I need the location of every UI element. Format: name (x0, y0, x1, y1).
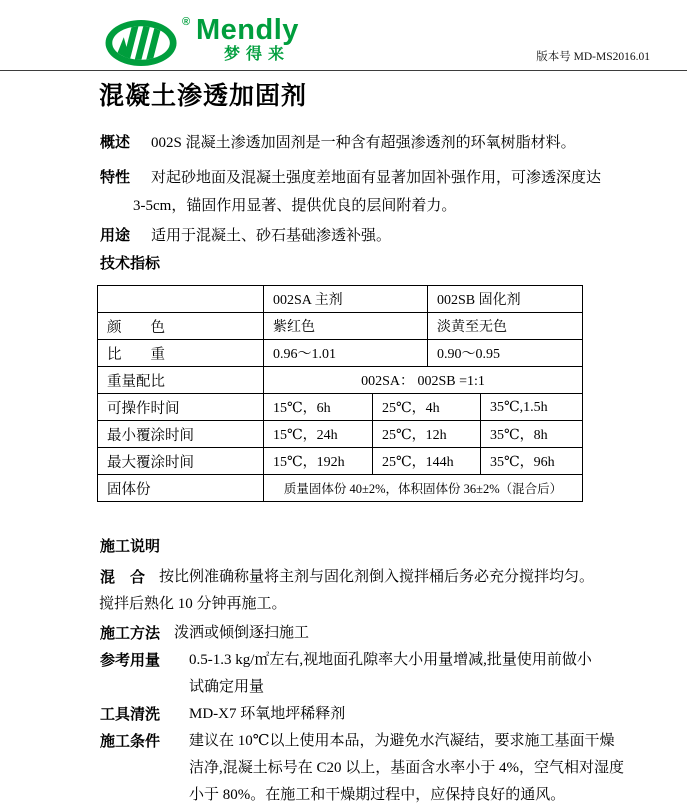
gravity-value-a: 0.96～1.01 (264, 340, 428, 367)
dosage-text-line2: 试确定用量 (189, 679, 265, 695)
usage-paragraph (99, 222, 687, 250)
max-recoat-15c: 15℃，192h (264, 448, 373, 475)
conditions-text-line3: 小于 80%。在施工和干燥期过程中，应保持良好的通风。 (189, 787, 566, 803)
usage-label: 用途 (100, 227, 131, 244)
tech-indicators-heading: 技术指标 (100, 255, 161, 272)
spec-table-corner-cell (98, 286, 264, 313)
pot-life-35c: 35℃,1.5h (481, 394, 583, 421)
row-label-pot-life: 可操作时间 (98, 394, 264, 421)
spec-table-header-row (98, 286, 583, 313)
row-label-solids: 固体份 (98, 475, 264, 502)
spec-table-row-color (98, 313, 583, 340)
mixing-text-line1: 按比例准确称量将主剂与固化剂倒入搅拌桶后务必充分搅拌均匀。 (159, 569, 595, 585)
dosage-paragraph (99, 647, 687, 674)
features-paragraph (99, 164, 687, 192)
method-paragraph (99, 620, 687, 647)
row-label-max-recoat: 最大覆涂时间 (98, 448, 264, 475)
overview-paragraph (99, 129, 687, 157)
row-label-gravity: 比 重 (98, 340, 264, 367)
mixing-paragraph-cont (99, 591, 687, 618)
features-paragraph-cont (99, 192, 687, 220)
overview-text: 002S 混凝土渗透加固剂是一种含有超强渗透剂的环氧树脂材料。 (151, 135, 576, 151)
spec-table-row-min-recoat (98, 421, 583, 448)
spec-table (97, 285, 583, 502)
features-text-line1: 对起砂地面及混凝土强度差地面有显著加固补强作用，可渗透深度达 (151, 170, 602, 186)
brand-name: Mendly (196, 14, 299, 46)
registered-trademark-mark: ® (182, 16, 191, 28)
solids-value: 质量固体份 40±2%，体积固体份 36±2%（混合后） (264, 475, 583, 502)
construction-section (99, 533, 687, 809)
row-label-ratio: 重量配比 (98, 367, 264, 394)
spec-table-row-gravity (98, 340, 583, 367)
pot-life-15c: 15℃，6h (264, 394, 373, 421)
cleaning-label: 工具清洗 (100, 706, 161, 723)
header (0, 0, 687, 71)
document-title: 混凝土渗透加固剂 (99, 82, 308, 110)
conditions-text-line2: 洁净,混凝土标号在 C20 以上，基面含水率小于 4%，空气相对湿度 (189, 760, 625, 776)
cleaning-text: MD-X7 环氧地坪稀释剂 (189, 706, 346, 722)
brand-name-chinese: 梦得来 (224, 46, 291, 63)
pot-life-25c: 25℃，4h (373, 394, 481, 421)
conditions-label: 施工条件 (100, 733, 161, 750)
conditions-paragraph-cont2 (99, 782, 687, 809)
color-value-b: 淡黄至无色 (428, 313, 583, 340)
spec-table-row-solids (98, 475, 583, 502)
conditions-text-line1: 建议在 10℃以上使用本品，为避免水汽凝结，要求施工基面干燥 (189, 733, 615, 749)
method-label: 施工方法 (100, 625, 161, 642)
mendly-logo-icon (104, 19, 180, 72)
max-recoat-35c: 35℃，96h (481, 448, 583, 475)
dosage-label: 参考用量 (100, 652, 161, 669)
dosage-text-line1: 0.5-1.3 kg/㎡左右,视地面孔隙率大小用量增减,批量使用前做小 (189, 652, 592, 668)
features-label: 特性 (100, 169, 131, 186)
max-recoat-25c: 25℃，144h (373, 448, 481, 475)
min-recoat-35c: 35℃，8h (481, 421, 583, 448)
spec-table-row-pot-life (98, 394, 583, 421)
spec-table-row-max-recoat (98, 448, 583, 475)
mixing-text-line2: 搅拌后熟化 10 分钟再施工。 (99, 596, 287, 612)
spec-table-header-main-agent: 002SA 主剂 (264, 286, 428, 313)
document-body (0, 82, 687, 809)
method-text: 泼洒或倾倒逐扫施工 (174, 625, 310, 641)
cleaning-paragraph (99, 701, 687, 728)
dosage-paragraph-cont (99, 674, 687, 701)
row-label-min-recoat: 最小覆涂时间 (98, 421, 264, 448)
gravity-value-b: 0.90～0.95 (428, 340, 583, 367)
conditions-paragraph (99, 728, 687, 755)
color-value-a: 紫红色 (264, 313, 428, 340)
mixing-label: 混 合 (100, 569, 146, 586)
construction-heading: 施工说明 (100, 538, 161, 555)
spec-table-row-ratio (98, 367, 583, 394)
version-label: 版本号 MD-MS2016.01 (536, 51, 650, 63)
min-recoat-25c: 25℃，12h (373, 421, 481, 448)
ratio-value: 002SA： 002SB =1:1 (264, 367, 583, 394)
spec-table-header-hardener: 002SB 固化剂 (428, 286, 583, 313)
features-text-line2: 3-5cm，锚固作用显著、提供优良的层间附着力。 (133, 198, 457, 214)
overview-label: 概述 (100, 134, 131, 151)
row-label-color: 颜 色 (98, 313, 264, 340)
mixing-paragraph (99, 564, 687, 591)
conditions-paragraph-cont1 (99, 755, 687, 782)
usage-text: 适用于混凝土、砂石基础渗透补强。 (151, 228, 392, 244)
min-recoat-15c: 15℃，24h (264, 421, 373, 448)
